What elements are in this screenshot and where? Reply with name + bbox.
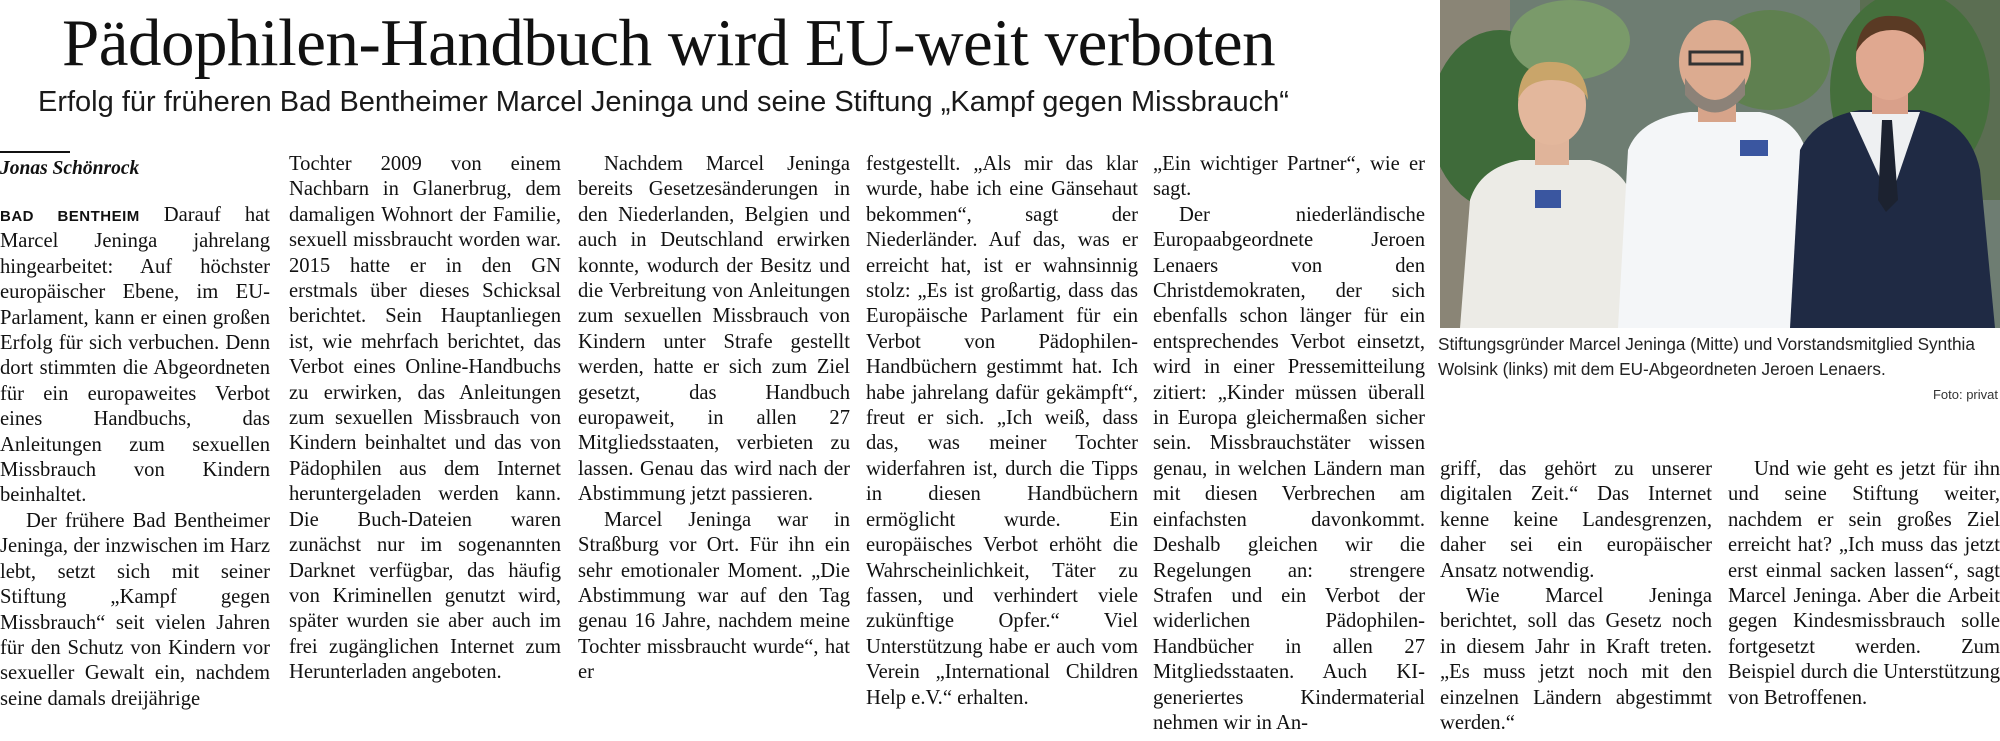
paragraph: Nachdem Marcel Jeninga bereits Gesetzesänderungen in den Niederlanden, Belgien und auch in Deutschland erwirken konnte, wodurch der Besitz und die Verbreitung von Anleitungen zum sexuellen Missbrauch von Kindern unter Strafe gestellt werden, hatte er sich zum Ziel gesetzt, das Handbuch europaweit, in allen 27 Mitgliedsstaaten, verbieten zu lassen. Genau das wird nach der Abstimmung jetzt passieren. [578, 153, 850, 506]
paragraph: „Ein wichtiger Partner“, wie er sagt. [1153, 153, 1425, 201]
paragraph: Tochter 2009 von einem Nachbarn in Glanerbrug, dem damaligen Wohnort der Familie, sexuell missbraucht worden war. 2015 hatte er in den GN erstmals über dieses Schicksal berichtet. Sein Hauptanliegen ist, wie mehrfach berichtet, das Verbot eines Online-Handbuchs zu erwirken, das Anleitungen zum sexuellen Missbrauch von Kindern beinhaltet und das von Pädophilen aus dem Internet heruntergeladen werden kann. Die Buch-Dateien waren zunächst nur im sogenannten Darknet verfügbar, das häufig von Kriminellen genutzt wird, später wurden sie aber auch im frei zugänglichen Internet zum Herunterladen angeboten. [289, 153, 561, 684]
subheadline: Erfolg für früheren Bad Bentheimer Marcel Jeninga und seine Stiftung „Kampf gegen Missbrauch“ [38, 86, 1289, 118]
article-column-3 [578, 152, 850, 741]
paragraph: Wie Marcel Jeninga berichtet, soll das Gesetz noch in diesem Jahr in Kraft treten. „Es muss jetzt noch mit den einzelnen Ländern abgestimmt werden.“ [1440, 585, 1712, 735]
paragraph: Und wie geht es jetzt für ihn und seine Stiftung weiter, nachdem er sein großes Ziel erreicht hat? „Ich muss das jetzt erst einmal sacken lassen“, sagt Marcel Jeninga. Aber die Arbeit gegen Kindesmissbrauch solle fortgesetzt werden. Zum Beispiel durch die Unterstützung von Betroffenen. [1728, 458, 2000, 709]
paragraph: Der frühere Bad Bentheimer Jeninga, der inzwischen im Harz lebt, setzt sich mit seiner Stiftung „Kampf gegen Missbrauch“ seit vielen Jahren für den Schutz von Kindern vor sexueller Gewalt ein, nachdem seine damals dreijährige [0, 509, 270, 710]
article-photo [1440, 0, 2000, 328]
author-rule [0, 151, 70, 153]
article-column-6 [1440, 457, 1712, 741]
article-column-1 [0, 203, 270, 741]
paragraph: Der niederländische Europaabgeordnete Jeroen Lenaers von den Christdemokraten, der sich ebenfalls schon länger für ein entsprechendes Verbot einsetzt, wird in einer Pressemitteilung zitiert: „Kinder müssen überall in Europa gleichermaßen sicher sein. Missbrauchstäter wissen genau, in welchen Ländern man mit diesen Verbrechen am einfachsten davonkommt. Deshalb gleichen wir die Regelungen an: strengere Strafen und ein Verbot der widerlichen Pädophilen-Handbücher in allen 27 Mitgliedsstaaten. Auch KI-generiertes Kindermaterial nehmen wir in An- [1153, 203, 1425, 734]
photo-credit: Foto: privat [1932, 387, 1998, 402]
article-column-7 [1728, 457, 2000, 741]
headline: Pädophilen-Handbuch wird EU-weit verboten [62, 6, 1276, 80]
dateline: BAD BENTHEIM [0, 208, 140, 225]
article-column-5 [1153, 152, 1425, 741]
paragraph: BAD BENTHEIM Darauf hat Marcel Jeninga jahrelang hingearbeitet: Auf höchster europäischer Ebene, im EU-Parlament, kann er einen großen Erfolg für sich verbuchen. Denn dort stimmten die Abgeordneten für ein europaweites Verbot eines Handbuchs, das Anleitungen zum sexuellen Missbrauch von Kindern beinhaltet. [0, 204, 270, 507]
article-column-4 [866, 152, 1138, 741]
author-byline: Jonas Schönrock [0, 158, 140, 179]
photo-caption: Stiftungsgründer Marcel Jeninga (Mitte) und Vorstandsmitglied Synthia Wolsink (links) mit dem EU-Abgeordneten Jeroen Lenaers. [1438, 334, 1975, 379]
article-column-2 [289, 152, 561, 741]
paragraph: festgestellt. „Als mir das klar wurde, habe ich eine Gänsehaut bekommen“, sagt der Niederländer. Auf das, was er erreicht hat, ist er wahnsinnig stolz: „Es ist großartig, dass das Europäische Parlament für ein Verbot von Pädophilen-Handbüchern gestimmt hat. Ich habe jahrelang dafür gekämpft“, freut er sich. „Ich weiß, dass das, was meiner Tochter widerfahren ist, durch die Tipps in diesen Handbüchern ermöglicht wurde. Ein europäisches Verbot erhöht die Wahrscheinlichkeit, Täter zu fassen, und verhindert viele zukünftige Opfer.“ Viel Unterstützung habe er auch vom Verein „International Children Help e.V.“ erhalten. [866, 153, 1138, 709]
paragraph: Marcel Jeninga war in Straßburg vor Ort. Für ihn ein sehr emotionaler Moment. „Die Abstimmung war auf den Tag genau 16 Jahre, nachdem meine Tochter missbraucht wurde“, hat er [578, 508, 850, 684]
paragraph: griff, das gehört zu unserer digitalen Zeit.“ Das Internet kenne keine Landesgrenzen, daher sei ein europäischer Ansatz notwendig. [1440, 458, 1712, 582]
